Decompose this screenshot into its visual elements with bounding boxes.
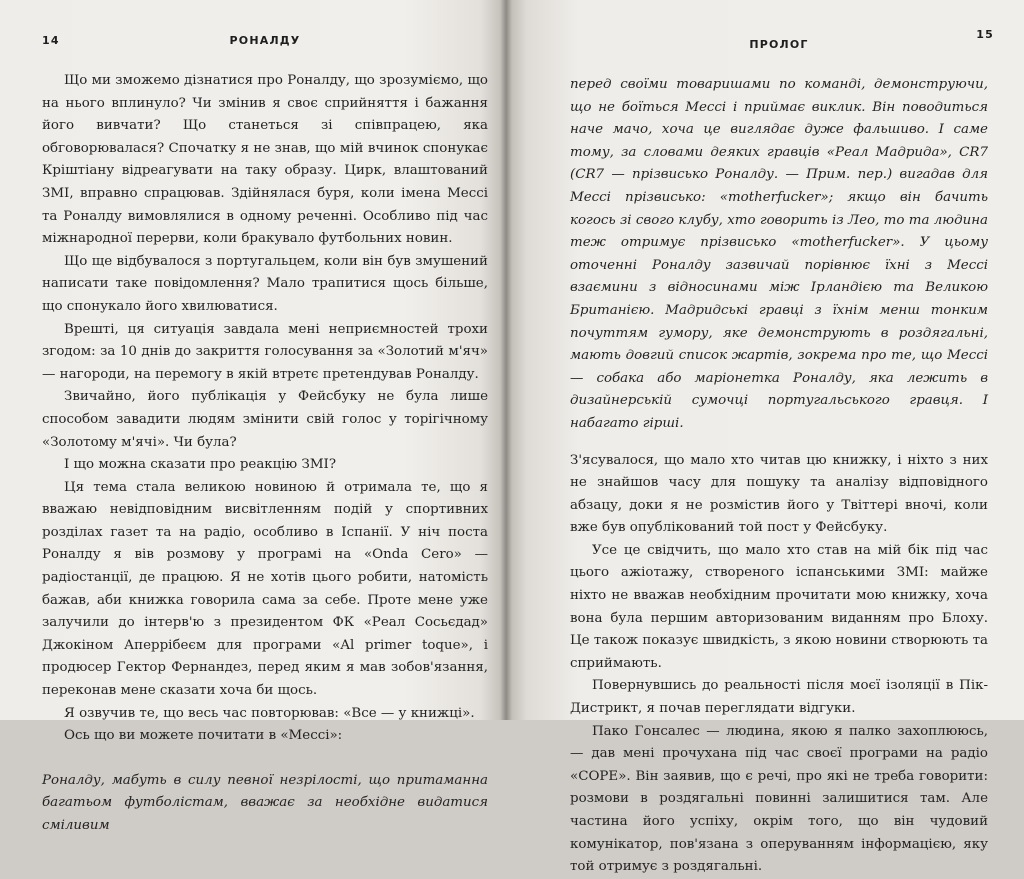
block-spacer	[570, 436, 988, 450]
left-page-header	[42, 34, 488, 60]
paragraph: Звичайно, його публікація у Фейсбуку не була лише способом завадити людям змінити свій голос у торігічному «Золотому м'ячі». Чи була?	[42, 389, 488, 450]
paragraph: Врешті, ця ситуація завдала мені неприємностей трохи згодом: за 10 днів до закриття голосування за «Золотий м'яч» — нагороди, на перемогу в якій втретє претендував Роналду.	[42, 321, 488, 382]
paragraph: З'ясувалося, що мало хто читав цю книжку, і ніхто з них не знайшов часу для пошуку та аналізу відповідного абзацу, доки я не розмістив його у Твіттері вночі, коли вже був опублікований той пост у Фейсбуку.	[570, 452, 988, 536]
block-spacer	[42, 748, 488, 770]
page-number: 14	[42, 34, 60, 47]
quote-paragraph: перед своїми товаришами по команді, демонструючи, що не боїться Мессі і приймає виклик. Він поводиться наче мачо, хоча це виглядає дуже фальшиво. І саме тому, за словами деяких гравців «Реал Мадрида», CR7 (CR7 — прізвисько Роналду. — Прим. пер.) вигадав для Мессі прізвисько: «motherfucker»; якщо він бачить когось зі свого клубу, хто говорить із Лео, то та людина теж отримує прізвисько «motherfucker». У цьому оточенні Роналду зазвичай порівнює їхні з Мессі взаємини з відносинами між Ірландією та Великою Британією. Мадридські гравці з їхнім менш тонким почуттям гумору, яке демонструють в роздягальні, мають довгий список жартів, зокрема про те, що Мессі — собака або маріонетка Роналду, яка лежить в дизайнерській сумочці португальського гравця. І набагато гірші.	[570, 77, 988, 431]
paragraph: Повернувшись до реальності після моєї ізоляції в Пік-Дистрикт, я почав переглядати відгуки.	[570, 678, 988, 717]
running-head: ПРОЛОГ	[749, 38, 809, 51]
paragraph: Ось що ви можете почитати в «Мессі»:	[64, 728, 343, 744]
left-page	[0, 0, 506, 833]
book-gutter-shadow	[500, 0, 512, 720]
paragraph: Ця тема стала великою новиною й отримала те, що я вважаю невідповідним висвітленням подій у спортивних розділах газет та на радіо, особливо в Іспанії. У ніч поста Роналду я вів розмову у програмі на «Onda Cero» — радіостанції, де працюю. Я не хотів цього робити, натомість бажав, аби книжка говорила сама за себе. Проте мене уже залучили до інтерв'ю з президентом ФК «Реал Сосьєдад» Джокіном Аперрібеєм для програми «Al primer toque», і продюсер Гектор Фернандез, перед яким я мав зобов'язання, переконав мене сказати хоча би щось.	[42, 479, 488, 699]
paragraph: Пако Гонсалес — людина, якою я палко захоплююсь, — дав мені прочухана під час своєї програми на радіо «COPE». Він заявив, що є речі, про які не треба говорити: розмови в роздягальні повинні залишитися там. Але частина його успіху, окрім того, що він чудовий комунікатор, пов'язана з оперуванням інформацією, яку той отримує з роздягальні.	[570, 723, 988, 875]
quote-paragraph: Роналду, мабуть в силу певної незрілості, що притаманна багатьом футболістам, вважає за необхідне видатися сміливим	[42, 772, 488, 833]
left-page-body	[42, 70, 488, 838]
paragraph: Я озвучив те, що весь час повторював: «Все — у книжці».	[64, 705, 475, 721]
paragraph: Що ще відбувалося з португальцем, коли він був змушений написати таке повідомлення? Мало трапитися щось більше, що спонукало його хвилюватися.	[42, 253, 488, 314]
paragraph: Що ми зможемо дізнатися про Роналду, що зрозуміємо, що на нього вплинуло? Чи змінив я своє сприйняття і бажання його вивчати? Що станеться зі співпрацею, яка обговорювалася? Спочатку я не знав, що мій вчинок спонукає Кріштіану відреагувати на таку образу. Цирк, влаштований ЗМІ, вправно спрацював. Здійнялася буря, коли імена Мессі та Роналду вимовлялися в одному реченні. Особливо під час міжнародної перерви, коли бракувало футбольних новин.	[42, 73, 488, 247]
right-page	[506, 0, 1024, 875]
right-page-header	[570, 28, 994, 54]
paragraph: Усе це свідчить, що мало хто став на мій бік під час цього ажіотажу, створеного іспанськими ЗМІ: майже ніхто не вважав необхідним прочитати мою книжку, хоча вона була першим авторизованим виданням про Блоху. Це також показує швидкість, з якою новини створюють та сприймають.	[570, 542, 988, 671]
page-number: 15	[976, 28, 994, 41]
paragraph: І що можна сказати про реакцію ЗМІ?	[64, 457, 336, 473]
right-page-body	[570, 74, 988, 879]
running-head: РОНАЛДУ	[229, 34, 301, 47]
